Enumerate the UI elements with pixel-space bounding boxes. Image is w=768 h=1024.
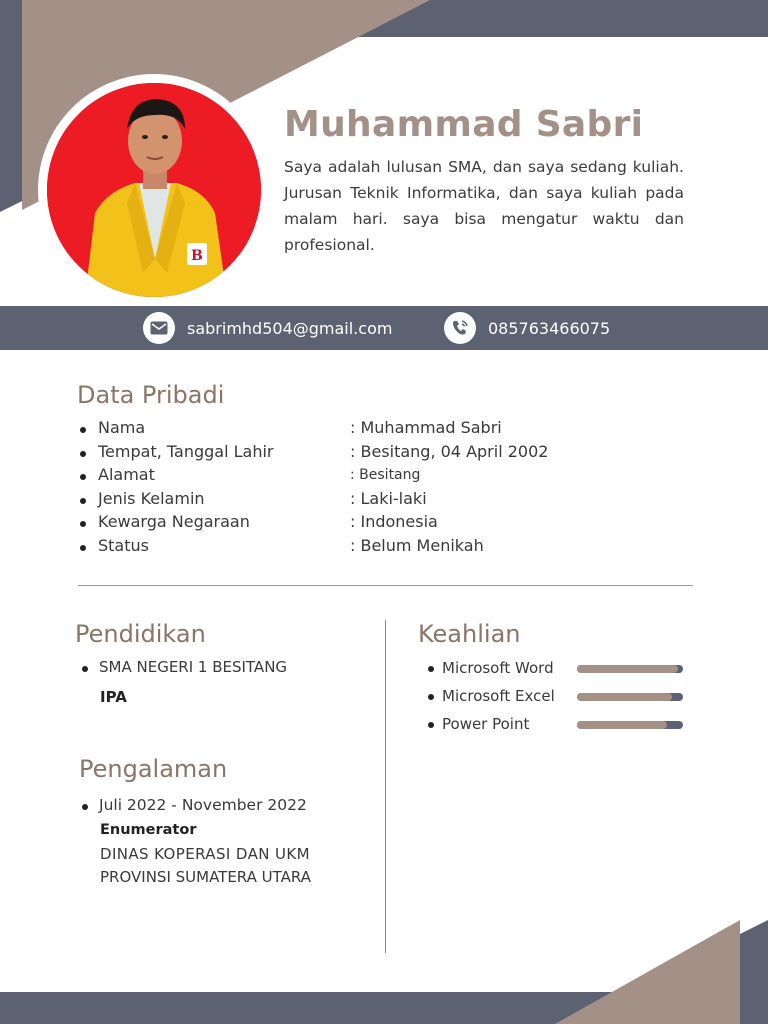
- skill-label: Microsoft Excel: [442, 687, 555, 705]
- skill-bar: [577, 721, 683, 729]
- experience-org-line2: PROVINSI SUMATERA UTARA: [100, 868, 311, 886]
- experience-org-line1: DINAS KOPERASI DAN UKM: [100, 845, 310, 863]
- bullet: [80, 427, 86, 433]
- experience-role: Enumerator: [100, 822, 197, 838]
- skill-bar: [577, 665, 683, 673]
- personal-data-row: [80, 536, 680, 560]
- personal-data-value: : Belum Menikah: [350, 535, 484, 555]
- personal-data-row: [80, 465, 680, 489]
- personal-data-row: [80, 442, 680, 466]
- skill-bar-fill: [577, 693, 672, 701]
- skill-item: [428, 659, 688, 679]
- bullet: [82, 666, 88, 672]
- personal-data-value: : Laki-laki: [350, 488, 427, 508]
- skill-item: [428, 715, 688, 735]
- contact-bar: [0, 306, 768, 350]
- section-title-keahlian: Keahlian: [418, 620, 521, 648]
- personal-data-row: [80, 489, 680, 513]
- experience-entry: [82, 796, 372, 818]
- email-address[interactable]: sabrimhd504@gmail.com: [187, 318, 393, 338]
- personal-data-row: [80, 418, 680, 442]
- bullet: [80, 521, 86, 527]
- phone-contact[interactable]: [444, 306, 610, 350]
- personal-data-value: : Muhammad Sabri: [350, 418, 502, 437]
- section-title-pengalaman: Pengalaman: [79, 755, 228, 783]
- bullet: [428, 694, 434, 700]
- experience-period: Juli 2022 - November 2022: [99, 796, 307, 814]
- phone-number[interactable]: 085763466075: [488, 318, 611, 338]
- education-major: IPA: [100, 688, 127, 706]
- personal-data-label: Tempat, Tanggal Lahir: [98, 441, 274, 461]
- person-name: Muhammad Sabri: [284, 104, 644, 145]
- person-illustration: [47, 83, 261, 297]
- personal-data-label: Status: [98, 535, 149, 555]
- skill-bar-fill: [577, 665, 678, 673]
- phone-icon: [444, 312, 476, 344]
- profile-photo: [47, 83, 261, 297]
- horizontal-divider: [78, 585, 693, 586]
- bullet: [80, 545, 86, 551]
- bullet: [80, 498, 86, 504]
- school-name: SMA NEGERI 1 BESITANG: [99, 658, 288, 676]
- bullet: [82, 804, 88, 810]
- vertical-divider: [385, 620, 386, 953]
- intro-paragraph: Saya adalah lulusan SMA, dan saya sedang kuliah. Jurusan Teknik Informatika, dan saya kuliah pada malam hari. saya bisa mengatur waktu dan profesional.: [284, 158, 684, 254]
- bottom-right-taupe-triangle: [555, 920, 740, 1024]
- personal-data-value: : Besitang: [350, 467, 421, 484]
- email-contact[interactable]: [143, 306, 392, 350]
- bullet: [428, 666, 434, 672]
- section-title-data-pribadi: Data Pribadi: [77, 381, 225, 409]
- section-title-pendidikan: Pendidikan: [75, 620, 206, 648]
- skill-bar: [577, 693, 683, 701]
- personal-data-label: Nama: [98, 418, 146, 437]
- education-entry: [82, 658, 372, 680]
- personal-data-row: [80, 512, 680, 536]
- skill-label: Microsoft Word: [442, 659, 554, 677]
- skill-item: [428, 687, 688, 707]
- envelope-icon: [143, 312, 175, 344]
- personal-data-value: : Besitang, 04 April 2002: [350, 441, 549, 461]
- personal-data-label: Jenis Kelamin: [98, 488, 205, 508]
- svg-text:B: B: [191, 248, 203, 264]
- personal-data-list: [80, 418, 680, 560]
- bullet: [428, 722, 434, 728]
- bullet: [80, 474, 86, 480]
- personal-data-label: Kewarga Negaraan: [98, 512, 250, 532]
- skill-bar-fill: [577, 721, 667, 729]
- personal-data-label: Alamat: [98, 465, 155, 485]
- personal-data-value: : Indonesia: [350, 512, 438, 532]
- bullet: [80, 451, 86, 457]
- skill-label: Power Point: [442, 715, 530, 733]
